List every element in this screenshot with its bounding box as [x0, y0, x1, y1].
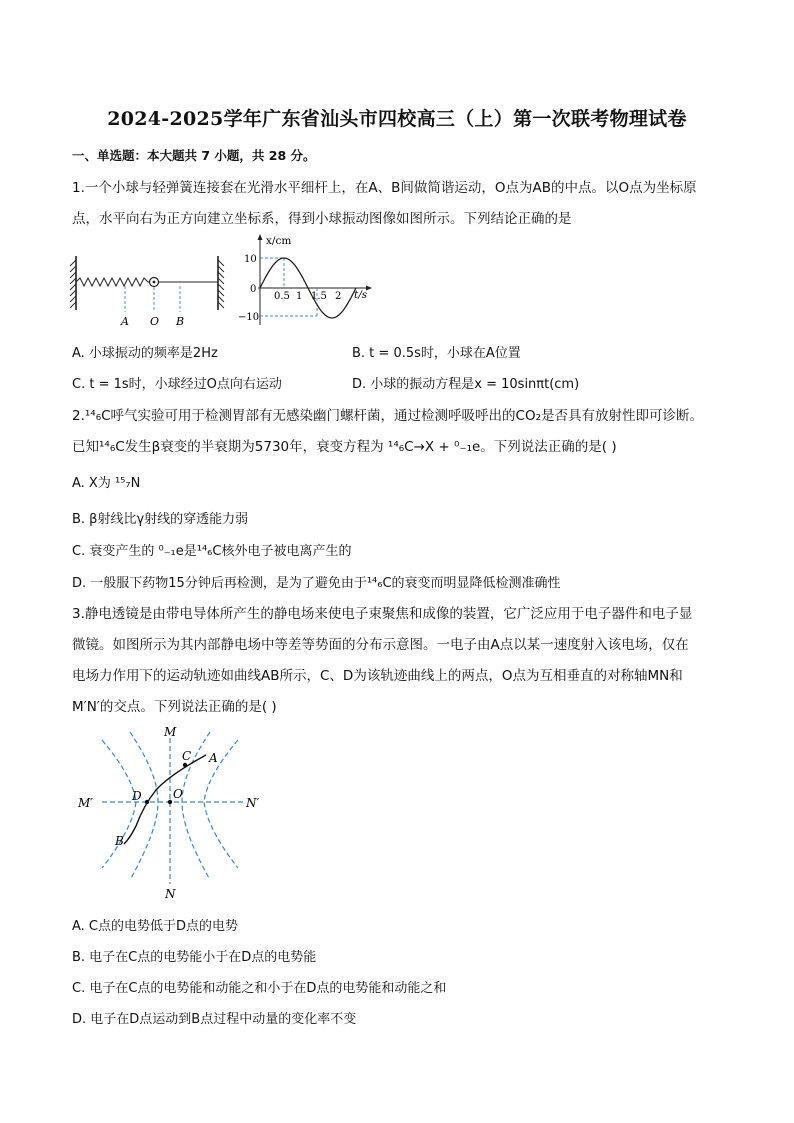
label-N: N	[165, 887, 176, 901]
q1-vibration-graph	[236, 232, 376, 328]
y-tick-0: 0	[250, 284, 257, 295]
q3-stem-line3: 电场力作用下的运动轨迹如曲线AB所示，C、D为该轨迹曲线上的两点，O点为互相垂直的对称轴MN和	[72, 668, 683, 684]
q2-option-a[interactable]: A. X为 ¹⁵₇N	[72, 476, 141, 491]
label-B: B	[115, 834, 124, 848]
q1-stem-line2: 点，水平向右为正方向建立坐标系，得到小球振动图像如图所示。下列结论正确的是	[72, 211, 572, 227]
q3-stem-line2: 微镜。如图所示为其内部静电场中等差等势面的分布示意图。一电子由A点以某一速度射入该电场，仅在	[72, 637, 689, 653]
q1-option-d[interactable]: D. 小球的振动方程是x = 10sinπt(cm)	[352, 377, 580, 392]
q3-stem-line1: 3.静电透镜是由带电导体所产生的静电场来使电子束聚焦和成像的装置，它广泛应用于电子器件和电子显	[72, 606, 693, 622]
x-tick-1.5: 1.5	[311, 291, 327, 302]
label-M-prime: M′	[78, 796, 94, 810]
q3-equipotential-figure	[72, 722, 272, 902]
y-tick-10: 10	[244, 254, 257, 265]
q3-option-c[interactable]: C. 电子在C点的电势能和动能之和小于在D点的电势能和动能之和	[72, 981, 447, 996]
q2-stem-line1: 2.¹⁴₆C呼气实验可用于检测胃部有无感染幽门螺杆菌，通过检测呼吸呼出的CO₂是否具有放射性即可诊断。	[72, 408, 704, 424]
q1-option-a[interactable]: A. 小球振动的频率是2Hz	[72, 346, 218, 361]
label-O: O	[150, 315, 160, 328]
q2-stem-line2: 已知¹⁴₆C发生β衰变的半衰期为5730年，衰变方程为 ¹⁴₆C→X + ⁰₋₁e。下列说法正确的是( )	[72, 439, 617, 455]
label-A: A	[121, 315, 129, 328]
label-N-prime: N′	[246, 796, 260, 810]
q1-option-b[interactable]: B. t = 0.5s时，小球在A位置	[352, 346, 521, 361]
graph-ylabel: x/cm	[266, 235, 292, 247]
q3-option-d[interactable]: D. 电子在D点运动到B点过程中动量的变化率不变	[72, 1012, 357, 1027]
q1-stem-line1: 1.一个小球与轻弹簧连接套在光滑水平细杆上，在A、B间做简谐运动，O点为AB的中点。以O点为坐标原	[72, 180, 697, 196]
section-heading: 一、单选题：本大题共 7 小题，共 28 分。	[72, 148, 316, 163]
q1-option-c[interactable]: C. t = 1s时，小球经过O点向右运动	[72, 377, 282, 392]
q3-stem-line4: M′N′的交点。下列说法正确的是( )	[72, 699, 277, 715]
label-A: A	[209, 751, 218, 765]
y-tick-minus10: −10	[238, 312, 260, 323]
q1-spring-figure	[68, 252, 230, 332]
label-M: M	[164, 725, 177, 739]
page-title: 2024-2025学年广东省汕头市四校高三（上）第一次联考物理试卷	[107, 108, 687, 130]
q2-option-b[interactable]: B. β射线比γ射线的穿透能力弱	[72, 512, 249, 527]
q2-option-c[interactable]: C. 衰变产生的 ⁰₋₁e是¹⁴₆C核外电子被电离产生的	[72, 544, 352, 559]
label-B: B	[176, 315, 185, 328]
label-C: C	[182, 749, 192, 763]
x-tick-0.5: 0.5	[274, 291, 290, 302]
graph-xlabel: t/s	[354, 289, 368, 301]
q2-option-d[interactable]: D. 一般服下药物15分钟后再检测，是为了避免由于¹⁴₆C的衰变而明显降低检测准确性	[72, 576, 561, 591]
label-D: D	[132, 789, 142, 803]
q3-option-a[interactable]: A. C点的电势低于D点的电势	[72, 919, 239, 934]
label-O: O	[173, 787, 183, 801]
q3-option-b[interactable]: B. 电子在C点的电势能小于在D点的电势能	[72, 950, 317, 965]
x-tick-2: 2	[335, 291, 342, 302]
x-tick-1: 1	[296, 291, 303, 302]
